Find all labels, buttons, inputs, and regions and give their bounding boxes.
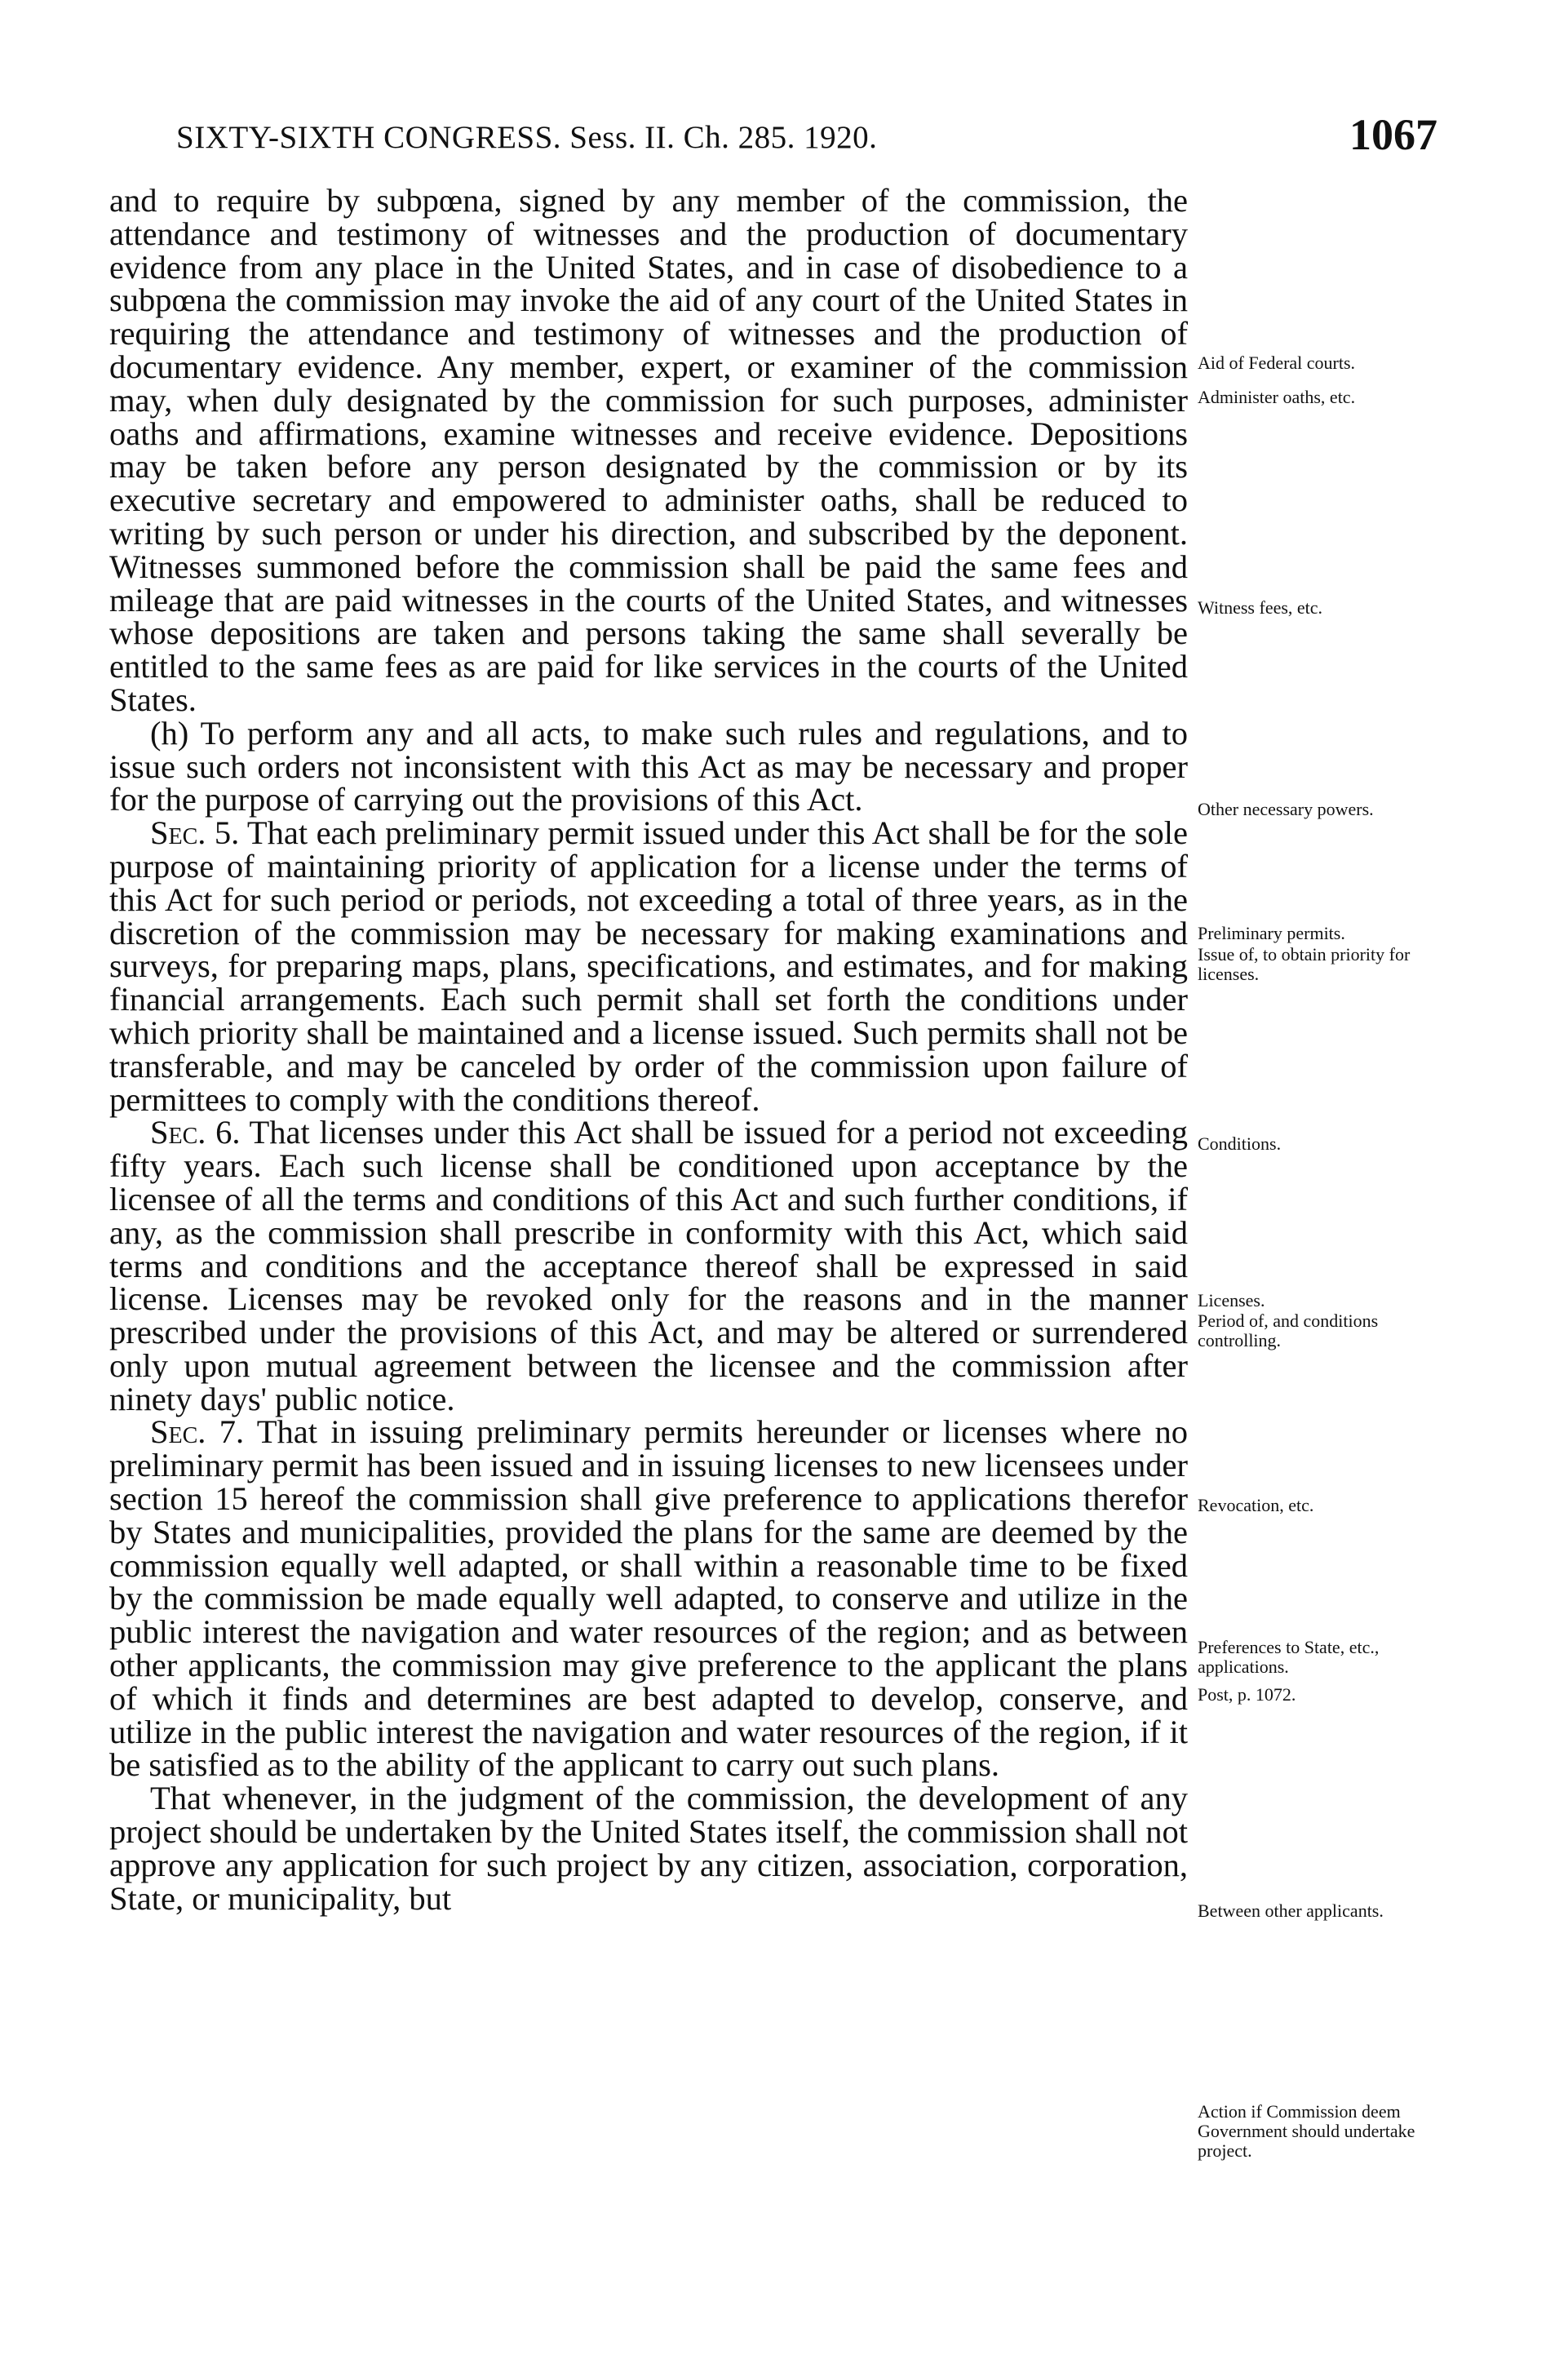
paragraph-sec-5 [109, 814, 1188, 1118]
margin-note-witness-fees: Witness fees, etc. [1198, 597, 1323, 618]
section-text: That licenses under this Act shall be issued for a period not exceeding fifty years. Each such license shall be conditioned upon acceptance by the licensee of all the terms and conditions of this Act and such further conditions, if any, as the commission shall prescribe in conformity with this Act, which said terms and conditions and the acceptance thereof shall be expressed in said license. Licenses may be revoked only for the reasons and in the manner prescribed under the provisions of this Act, and may be altered or surrendered only upon mutual agreement between the licensee and the commission after ninety days' public notice. [109, 1114, 1188, 1417]
section-label: Sec. 7. [150, 1413, 245, 1451]
section-label: Sec. 5. [150, 814, 240, 852]
body-text [109, 184, 1188, 1915]
margin-note-preferences: Preferences to State, etc., applications. [1198, 1637, 1380, 1677]
section-text: That in issuing preliminary permits hereunder or licenses where no preliminary permit has been issued and in issuing licenses to new licensees under section 15 hereof the commission shall give preference to applications therefor by States and municipalities, provided the plans for the same are deemed by the commission equally well adapted, or shall within a reasonable time to be fixed by the commission be made equally well adapted, to conserve and utilize in the public interest the navigation and water resources of the region; and as between other applicants, the commission may give preference to the applicant the plans of which it finds and determines are best adapted to develop, conserve, and utilize in the public interest the navigation and water resources of the region, if it be satisfied as to the ability of the applicant to carry out such plans. [109, 1413, 1188, 1784]
margin-notes [1198, 0, 1451, 2377]
page-number: 1067 [1349, 110, 1437, 159]
margin-note-other-powers: Other necessary powers. [1198, 799, 1374, 819]
margin-note-preliminary-permits: Preliminary permits. [1198, 923, 1345, 943]
margin-note-conditions: Conditions. [1198, 1133, 1282, 1154]
paragraph-sec-6 [109, 1116, 1188, 1416]
margin-note-post-reference: Post, p. 1072. [1198, 1684, 1296, 1705]
running-head: SIXTY-SIXTH CONGRESS. Sess. II. Ch. 285. 1920. [176, 120, 878, 155]
paragraph-other-powers: (h) To perform any and all acts, to make such rules and regulations, and to issue such orders not inconsistent with this Act as may be necessary and proper for the purpose of carrying out the provisions of this Act. [109, 714, 1188, 818]
section-text: That each preliminary permit issued under this Act shall be for the sole purpose of maintaining priority of application for a license under the terms of this Act for such period or periods, not exceeding a total of three years, as in the discretion of the commission may be necessary for making examinations and surveys, for preparing maps, plans, specifications, and estimates, and for making financial arrangements. Each such permit shall set forth the conditions under which priority shall be maintained and a license issued. Such permits shall not be transferable, and may be canceled by order of the commission upon failure of permittees to comply with the conditions thereof. [109, 814, 1188, 1118]
section-label: Sec. 6. [150, 1114, 241, 1151]
paragraph-subpoena: and to require by subpœna, signed by any member of the commission, the attendance and testimony of witnesses and the production of documentary evidence from any place in the United States, and in case of disobedience to a subpœna the commission may invoke the aid of any court of the United States in requiring the attendance and testimony of witnesses and the production of documentary evidence. Any member, expert, or examiner of the commission may, when duly designated by the commission for such purposes, administer oaths and affirmations, examine witnesses and receive evidence. Depositions may be taken before any person designated by the commission or by its executive secretary and empowered to administer oaths, shall be reduced to writing by such person or under his direction, and subscribed by the deponent. Witnesses summoned before the commission shall be paid the same fees and mileage that are paid witnesses in the courts of the United States, and witnesses whose depositions are taken and persons taking the same shall severally be entitled to the same fees as are paid for like services in the courts of the United States. [109, 182, 1188, 718]
margin-note-administer-oaths: Administer oaths, etc. [1198, 387, 1356, 407]
paragraph-sec-7 [109, 1413, 1188, 1784]
margin-note-government-project: Action if Commission deem Government should undertake project. [1198, 2101, 1415, 2161]
paragraph-government-project: That whenever, in the judgment of the commission, the development of any project should be undertaken by the United States itself, the commission shall not approve any application for such project by any citizen, association, corporation, State, or municipality, but [109, 1780, 1188, 1917]
margin-note-aid-federal-courts: Aid of Federal courts. [1198, 353, 1356, 373]
margin-note-revocation: Revocation, etc. [1198, 1495, 1314, 1515]
margin-note-issue-priority: Issue of, to obtain priority for licenses. [1198, 944, 1411, 984]
margin-note-licenses: Licenses. [1198, 1290, 1265, 1310]
margin-note-period-conditions: Period of, and conditions controlling. [1198, 1310, 1379, 1350]
margin-note-between-applicants: Between other applicants. [1198, 1900, 1384, 1921]
